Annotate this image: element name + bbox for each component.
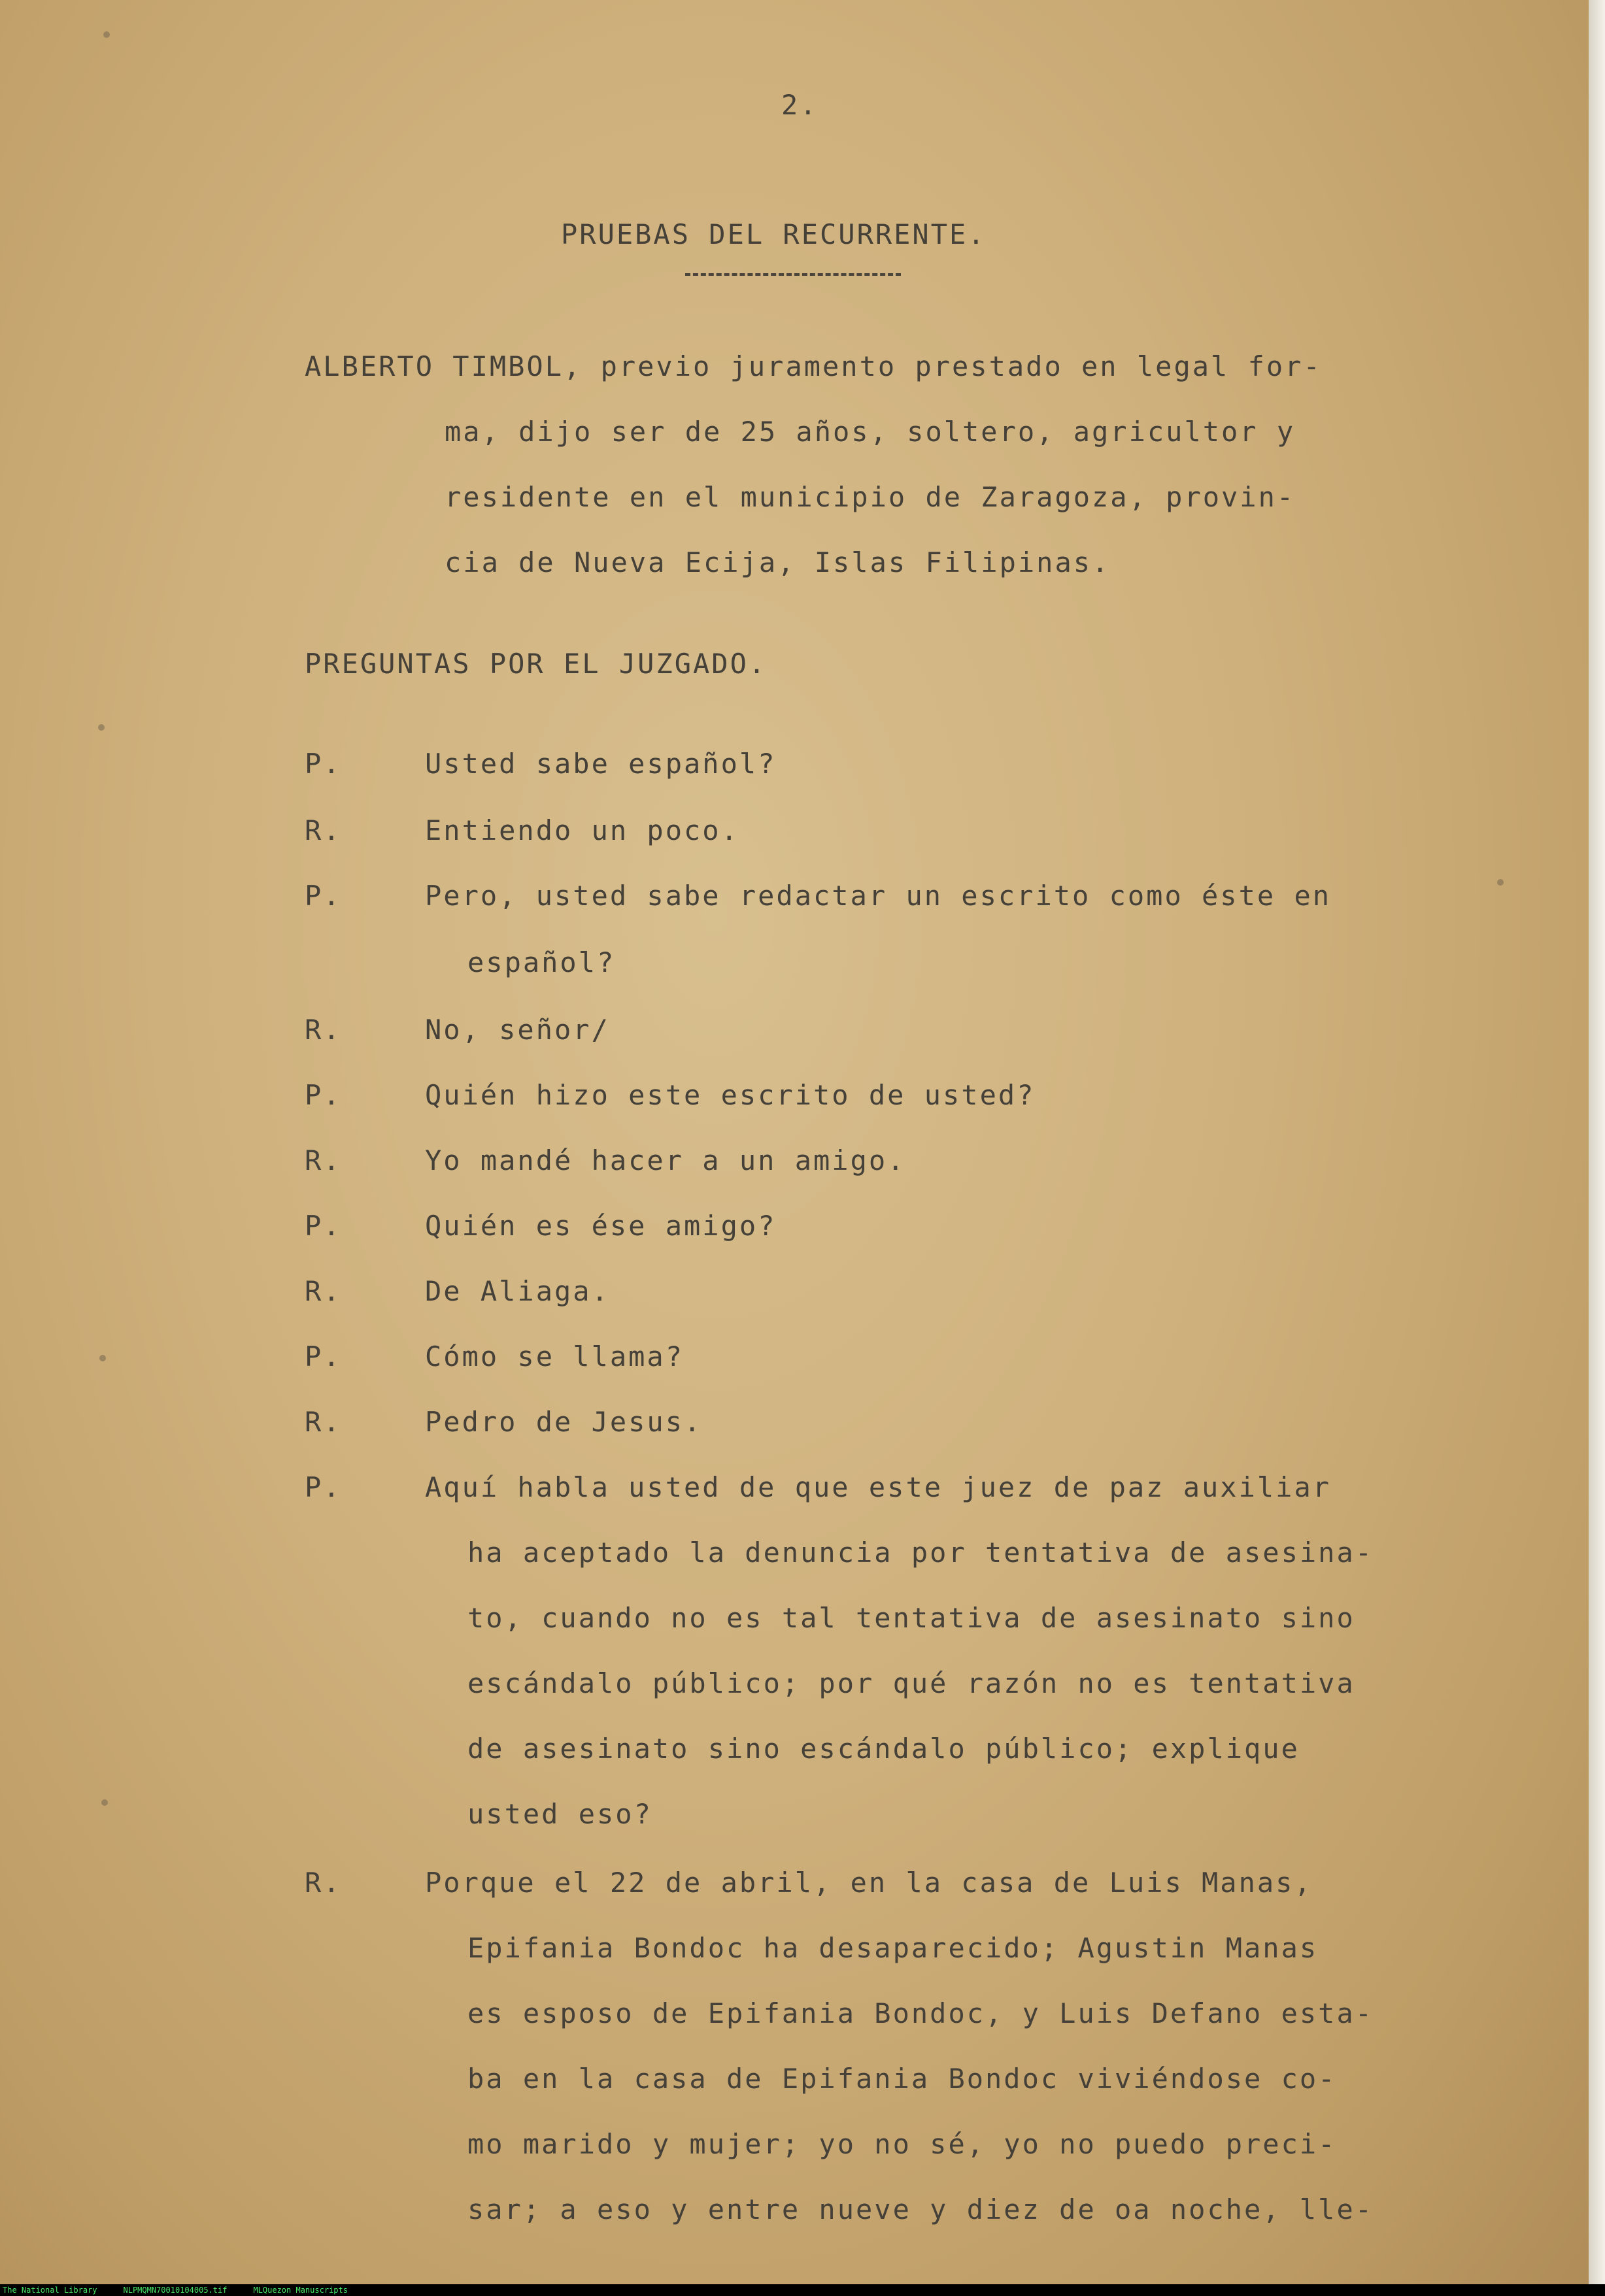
speaker-label: R. bbox=[305, 814, 342, 846]
speaker-label: P. bbox=[305, 880, 342, 912]
exchange-line: es esposo de Epifania Bondoc, y Luis Defano esta- bbox=[467, 1997, 1374, 2029]
speaker-label: P. bbox=[305, 748, 342, 780]
paper-blemish bbox=[1497, 879, 1504, 886]
exchange-line: Epifania Bondoc ha desaparecido; Agustin Manas bbox=[467, 1932, 1319, 1964]
witness-line: ALBERTO TIMBOL, previo juramento prestado en legal for- bbox=[305, 350, 1322, 382]
speaker-label: R. bbox=[305, 1144, 342, 1176]
exchange-line: escándalo público; por qué razón no es tentativa bbox=[467, 1667, 1355, 1699]
exchange-line: Pedro de Jesus. bbox=[425, 1406, 703, 1438]
paper-blemish bbox=[98, 724, 105, 731]
exchange-line: Entiendo un poco. bbox=[425, 814, 739, 846]
paper-blemish bbox=[103, 31, 110, 38]
exchange-line: ba en la casa de Epifania Bondoc viviéndose co- bbox=[467, 2063, 1337, 2095]
scan-footer bbox=[0, 2284, 1605, 2296]
speaker-label: P. bbox=[305, 1079, 342, 1111]
title-underline bbox=[685, 273, 901, 276]
exchange-line: Usted sabe español? bbox=[425, 748, 777, 780]
paper-blemish bbox=[99, 1355, 106, 1361]
speaker-label: R. bbox=[305, 1275, 342, 1307]
footer-collection: MLQuezon Manuscripts bbox=[253, 2286, 348, 2295]
witness-line: residente en el municipio de Zaragoza, provin- bbox=[445, 481, 1296, 513]
section-heading: PREGUNTAS POR EL JUZGADO. bbox=[305, 648, 768, 680]
speaker-label: P. bbox=[305, 1210, 342, 1242]
paper-blemish bbox=[101, 1799, 108, 1806]
exchange-line: sar; a eso y entre nueve y diez de oa noche, lle- bbox=[467, 2193, 1374, 2225]
exchange-line: to, cuando no es tal tentativa de asesinato sino bbox=[467, 1602, 1355, 1634]
exchange-line: de asesinato sino escándalo público; explique bbox=[467, 1733, 1300, 1765]
exchange-line: No, señor/ bbox=[425, 1014, 610, 1046]
page-title: PRUEBAS DEL RECURRENTE. bbox=[561, 218, 987, 250]
speaker-label: R. bbox=[305, 1406, 342, 1438]
witness-line: cia de Nueva Ecija, Islas Filipinas. bbox=[445, 546, 1111, 578]
exchange-line: Cómo se llama? bbox=[425, 1340, 684, 1373]
scan-edge bbox=[1589, 0, 1605, 2284]
exchange-line: ha aceptado la denuncia por tentativa de asesina- bbox=[467, 1537, 1374, 1569]
exchange-line: usted eso? bbox=[467, 1798, 652, 1830]
speaker-label: P. bbox=[305, 1340, 342, 1373]
exchange-line: Porque el 22 de abril, en la casa de Luis Manas, bbox=[425, 1867, 1313, 1899]
speaker-label: R. bbox=[305, 1014, 342, 1046]
witness-line: ma, dijo ser de 25 años, soltero, agricultor y bbox=[445, 416, 1296, 448]
exchange-line: Quién es ése amigo? bbox=[425, 1210, 777, 1242]
exchange-line: Pero, usted sabe redactar un escrito como éste en bbox=[425, 880, 1332, 912]
exchange-line: Aquí habla usted de que este juez de paz auxiliar bbox=[425, 1471, 1332, 1503]
exchange-line: Quién hizo este escrito de usted? bbox=[425, 1079, 1036, 1111]
footer-library: The National Library bbox=[3, 2286, 97, 2295]
page-number: 2. bbox=[781, 89, 819, 121]
speaker-label: R. bbox=[305, 1867, 342, 1899]
exchange-line: español? bbox=[467, 946, 616, 978]
exchange-line: mo marido y mujer; yo no sé, yo no puedo preci- bbox=[467, 2128, 1337, 2160]
footer-file: NLPMQMN70010104005.tif bbox=[123, 2286, 228, 2295]
exchange-line: Yo mandé hacer a un amigo. bbox=[425, 1144, 906, 1176]
exchange-line: De Aliaga. bbox=[425, 1275, 610, 1307]
speaker-label: P. bbox=[305, 1471, 342, 1503]
